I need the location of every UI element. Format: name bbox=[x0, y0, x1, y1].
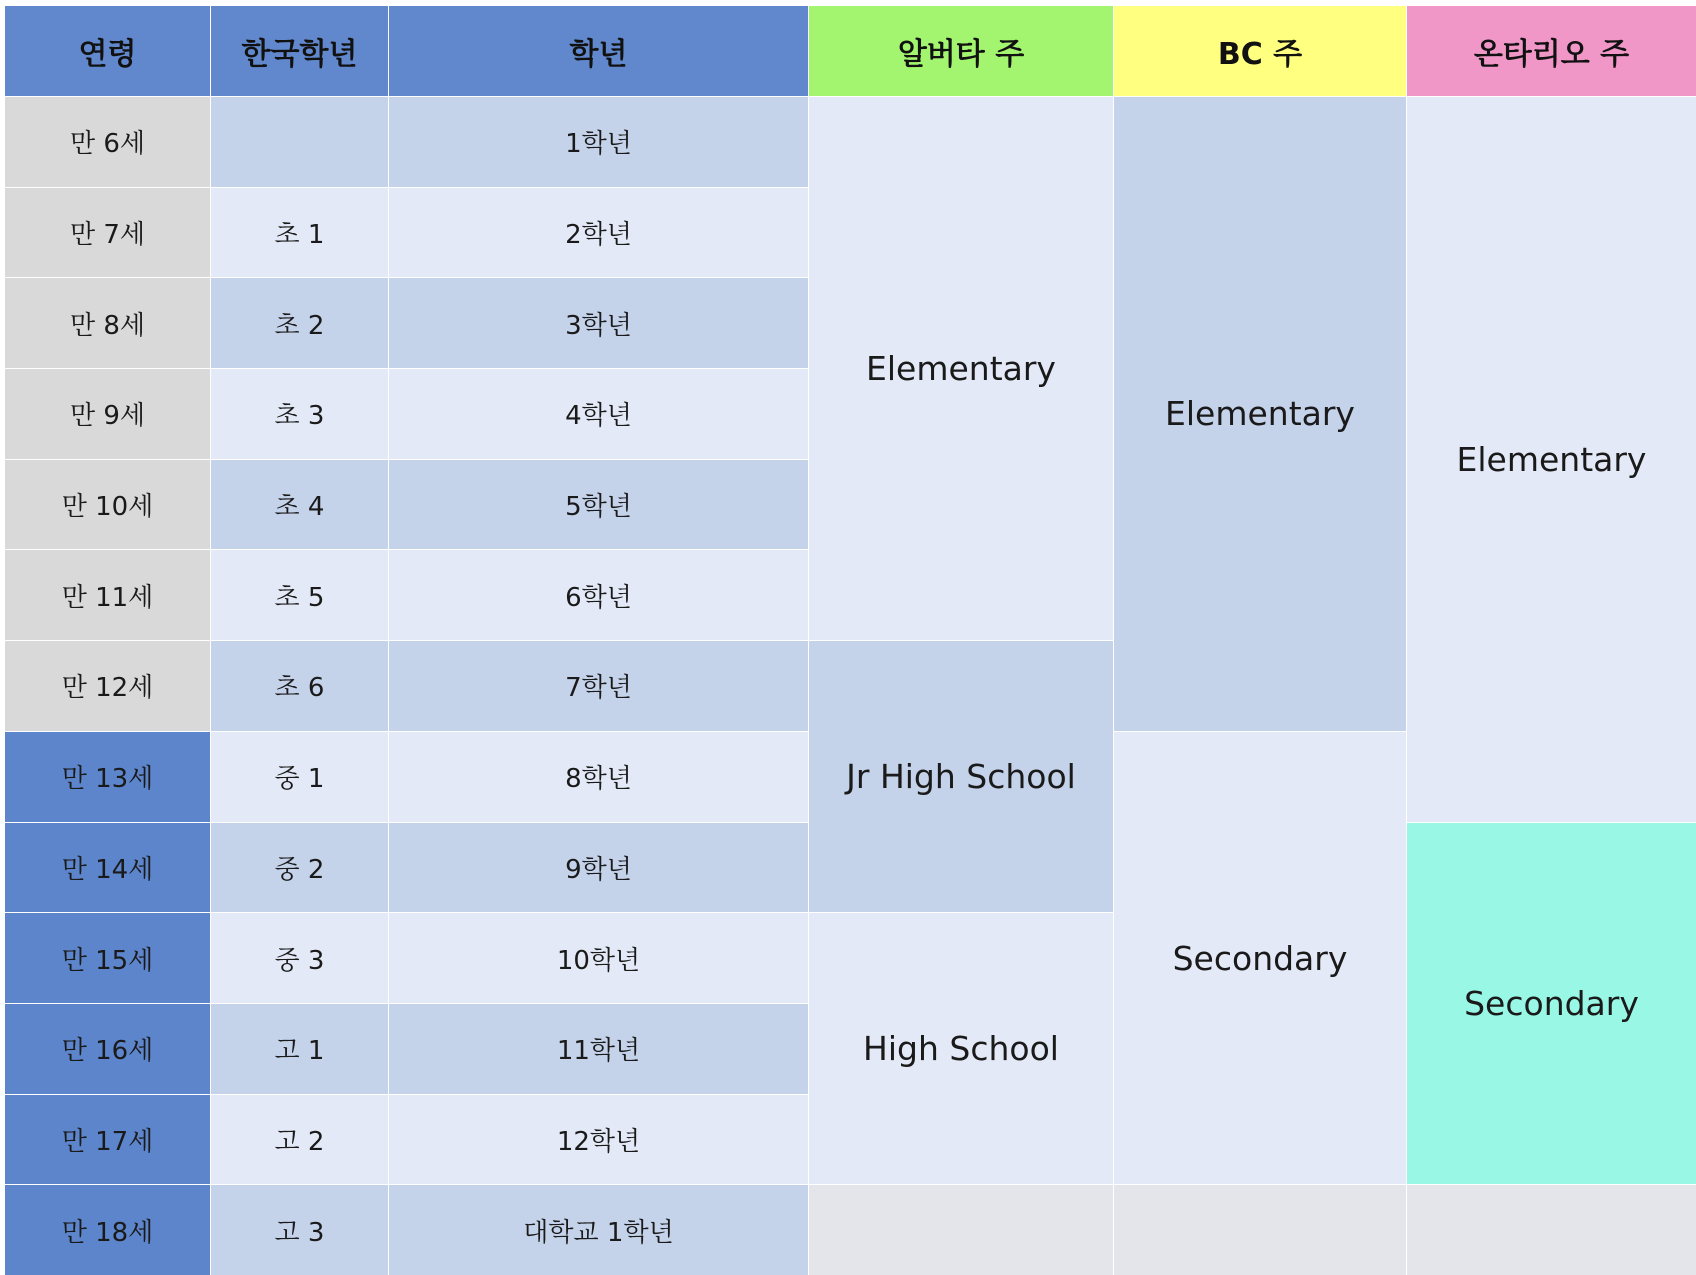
age-cell: 만 15세 bbox=[5, 913, 210, 1003]
alberta-elementary: Elementary bbox=[809, 97, 1113, 640]
korean-grade-cell: 초 2 bbox=[211, 278, 388, 368]
ontario-empty-cell bbox=[1407, 1185, 1696, 1275]
korean-grade-cell: 중 1 bbox=[211, 732, 388, 822]
korean-grade-cell: 고 3 bbox=[211, 1185, 388, 1275]
korean-grade-cell: 초 4 bbox=[211, 460, 388, 550]
grade-cell: 5학년 bbox=[389, 460, 808, 550]
age-cell: 만 14세 bbox=[5, 823, 210, 913]
alberta-empty-cell bbox=[809, 1185, 1113, 1275]
age-cell: 만 6세 bbox=[5, 97, 210, 187]
header-age: 연령 bbox=[5, 6, 210, 96]
grade-cell: 9학년 bbox=[389, 823, 808, 913]
age-cell: 만 7세 bbox=[5, 188, 210, 278]
korean-grade-cell: 중 3 bbox=[211, 913, 388, 1003]
grade-cell: 대학교 1학년 bbox=[389, 1185, 808, 1275]
alberta-high-school: High School bbox=[809, 913, 1113, 1184]
age-cell: 만 10세 bbox=[5, 460, 210, 550]
age-cell: 만 12세 bbox=[5, 641, 210, 731]
header-ontario: 온타리오 주 bbox=[1407, 6, 1696, 96]
header-korean-grade: 한국학년 bbox=[211, 6, 388, 96]
grade-cell: 1학년 bbox=[389, 97, 808, 187]
bc-empty-cell bbox=[1114, 1185, 1406, 1275]
korean-grade-cell: 고 1 bbox=[211, 1004, 388, 1094]
header-bc: BC 주 bbox=[1114, 6, 1406, 96]
grade-cell: 12학년 bbox=[389, 1095, 808, 1185]
grade-cell: 4학년 bbox=[389, 369, 808, 459]
age-cell: 만 16세 bbox=[5, 1004, 210, 1094]
header-grade: 학년 bbox=[389, 6, 808, 96]
bc-elementary: Elementary bbox=[1114, 97, 1406, 731]
age-cell: 만 8세 bbox=[5, 278, 210, 368]
header-alberta: 알버타 주 bbox=[809, 6, 1113, 96]
age-cell: 만 13세 bbox=[5, 732, 210, 822]
grade-cell: 11학년 bbox=[389, 1004, 808, 1094]
grade-cell: 8학년 bbox=[389, 732, 808, 822]
korean-grade-cell: 중 2 bbox=[211, 823, 388, 913]
grade-cell: 7학년 bbox=[389, 641, 808, 731]
korean-grade-cell: 초 5 bbox=[211, 550, 388, 640]
grade-cell: 6학년 bbox=[389, 550, 808, 640]
korean-grade-cell: 고 2 bbox=[211, 1095, 388, 1185]
grade-cell: 2학년 bbox=[389, 188, 808, 278]
korean-grade-cell bbox=[211, 97, 388, 187]
age-cell: 만 17세 bbox=[5, 1095, 210, 1185]
bc-secondary: Secondary bbox=[1114, 732, 1406, 1184]
korean-grade-cell: 초 6 bbox=[211, 641, 388, 731]
ontario-secondary: Secondary bbox=[1407, 823, 1696, 1185]
ontario-elementary: Elementary bbox=[1407, 97, 1696, 822]
school-grade-comparison-table bbox=[5, 6, 1691, 1262]
age-cell: 만 9세 bbox=[5, 369, 210, 459]
age-cell: 만 18세 bbox=[5, 1185, 210, 1275]
grade-cell: 10학년 bbox=[389, 913, 808, 1003]
age-cell: 만 11세 bbox=[5, 550, 210, 640]
korean-grade-cell: 초 3 bbox=[211, 369, 388, 459]
alberta-jr-high-school: Jr High School bbox=[809, 641, 1113, 912]
grade-cell: 3학년 bbox=[389, 278, 808, 368]
korean-grade-cell: 초 1 bbox=[211, 188, 388, 278]
